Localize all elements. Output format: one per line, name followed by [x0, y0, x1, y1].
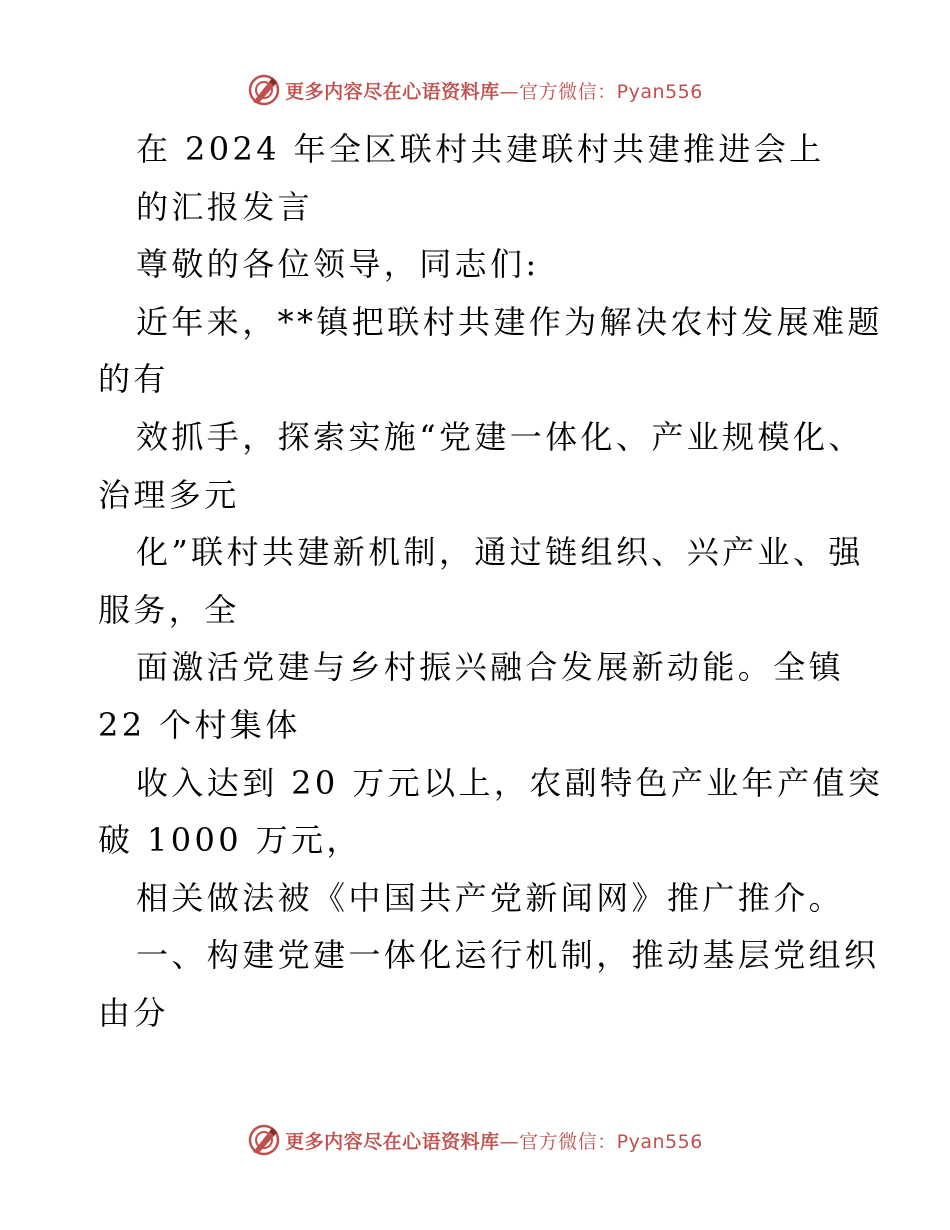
doc-line: 近年来，**镇把联村共建作为解决农村发展难题	[136, 302, 883, 341]
doc-line: 服务，全	[98, 590, 240, 629]
pen-logo-icon	[247, 1123, 281, 1157]
watermark-official-wechat: —官方微信：Pyan556	[499, 80, 703, 103]
doc-line: 治理多元	[98, 475, 240, 514]
doc-line: 破 1000 万元，	[98, 821, 362, 860]
document-body	[98, 121, 884, 1043]
doc-line: 在 2024 年全区联村共建联村共建推进会上	[136, 130, 825, 168]
doc-line: 的有	[98, 360, 169, 399]
watermark-slogan: 更多内容尽在心语资料库	[285, 1130, 500, 1153]
watermark-slogan: 更多内容尽在心语资料库	[285, 80, 500, 103]
doc-line: 一、构建党建一体化运行机制，推动基层党组织	[136, 936, 880, 975]
doc-line: 相关做法被《中国共产党新闻网》推广推介。	[136, 878, 845, 917]
watermark-official-wechat: —官方微信：Pyan556	[499, 1130, 703, 1153]
doc-line: 由分	[98, 993, 169, 1032]
doc-line: 效抓手，探索实施“党建一体化、产业规模化、	[136, 417, 864, 456]
header-watermark	[0, 70, 950, 110]
doc-line: 的汇报发言	[136, 187, 314, 226]
doc-line: 面激活党建与乡村振兴融合发展新动能。全镇	[136, 648, 845, 687]
doc-line: 22 个村集体	[98, 705, 301, 744]
pen-logo-icon	[247, 73, 281, 107]
doc-line: 化”联村共建新机制，通过链组织、兴产业、强	[136, 533, 864, 572]
footer-watermark	[0, 1120, 950, 1160]
doc-line: 尊敬的各位领导，同志们:	[136, 245, 540, 284]
doc-line: 收入达到 20 万元以上，农副特色产业年产值突	[136, 763, 884, 802]
